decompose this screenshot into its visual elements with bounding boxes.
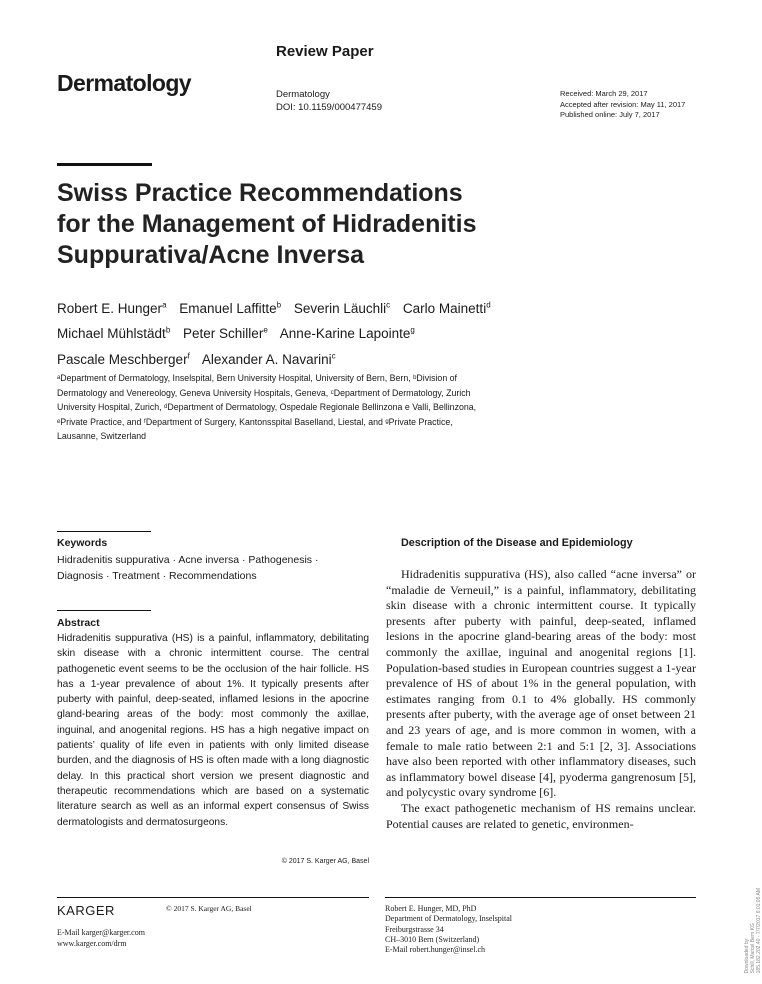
keywords-rule: [57, 531, 151, 532]
abstract-copyright: © 2017 S. Karger AG, Basel: [281, 858, 369, 865]
section-heading: Description of the Disease and Epidemiology: [401, 537, 633, 549]
correspondence-line: Freiburgstrasse 34: [385, 924, 444, 934]
author: Anne-Karine Lapointe$^g$: [279, 325, 415, 341]
abstract-rule: [57, 610, 151, 611]
author: Alexander A. Navarini$^c$: [201, 351, 336, 367]
affiliation-line: ᵃDepartment of Dermatology, Inselspital, Bern University Hospital, University of Bern, Bern, ᵇDivision of: [57, 373, 458, 383]
affiliation-line: University Hospital, Zurich, ᵈDepartment of Dermatology, Ospedale Regionale Bellinzona e Valli, Bellinzona,: [57, 402, 477, 413]
correspondence-line: Department of Dermatology, Inselspital: [385, 914, 512, 924]
article-title: [57, 178, 617, 271]
title-line: Suppurativa/Acne Inversa: [57, 241, 365, 269]
keywords-heading: Keywords: [57, 537, 108, 549]
download-watermark: [744, 888, 762, 973]
section-label: Review Paper: [276, 43, 374, 60]
author-list: [57, 294, 597, 371]
abstract-text: Hidradenitis suppurativa (HS) is a painful, inflammatory, debilitating skin disease with a chronic intermittent course. The central pathogenetic event seems to be the occlusion of the hair follicle. HS has a 1-year prevalence of about 1%. It typically presents after puberty with painful, deep-seated, inflamed lesions in the apocrine gland-bearing areas of the body: most commonly the axillae, inguinal, and anogenital regions. HS has a high negative impact on patients’ quality of life even in patients with only limited disease burden, and the diagnosis of HS is often made with a long diagnostic delay. In this practical short version we present diagnostic and therapeutic recommendations which are based on a systematic literature search as well as an informal expert consensus of Swiss dermatologists and dermatosurgeons.: [57, 633, 369, 828]
body-paragraph: Hidradenitis suppurativa (HS), also called “acne inversa” or “maladie de Verneuil,” is a painful, inflammatory, debilitating skin disease with a chronic intermittent course. It typically presents after puberty with painful, deep-seated, inflamed lesions in the apocrine gland-bearing areas of the body: most commonly the axillae, inguinal and anogenital regions [1]. Population-based studies in European countries suggest a 1-year prevalence of HS of about 1% in the general population, with estimates ranging from 0.1 to 4% globally. HS commonly presents after puberty, with the average age of onset between 21 and 23 years of age, and is more common in women, with a female to male ratio between 2:1 and 5:1 [2, 3]. Associations have also been reported with other inflammatory diseases, such as inflammatory bowel disease [4], pyoderma gangrenosum [5], and polycystic ovary syndrome [6].: [386, 567, 696, 800]
affiliation-line: Dermatology and Venereology, Geneva University Hospitals, Geneva, ᶜDepartment of Dermatology, Zurich: [57, 387, 471, 398]
publisher-email[interactable]: E-Mail karger@karger.com: [57, 928, 145, 937]
author: Emanuel Laffitte$^b$: [179, 300, 282, 316]
title-line: for the Management of Hidradenitis: [57, 210, 477, 238]
affiliation-line: Lausanne, Switzerland: [57, 431, 147, 442]
watermark-line: 185.182.202.40 - 7/7/2017 6:01:05 AM: [756, 888, 762, 974]
correspondence-line: Robert E. Hunger, MD, PhD: [385, 904, 477, 913]
body-text: [386, 567, 696, 832]
received-date: Received: March 29, 2017: [560, 89, 648, 98]
published-date: Published online: July 7, 2017: [560, 110, 660, 119]
keywords-line: Diagnosis · Treatment · Recommendations: [57, 569, 257, 582]
journal-name: Dermatology: [276, 89, 330, 100]
footer-rule: [57, 897, 369, 898]
author: Robert E. Hunger$^a$: [57, 300, 167, 316]
affiliation-line: ᵉPrivate Practice, and ᶠDepartment of Surgery, Kantonsspital Baselland, Liestal, and ᵍPrivate Practice,: [57, 416, 453, 427]
doi[interactable]: DOI: 10.1159/000477459: [276, 102, 382, 113]
affiliations: [57, 371, 557, 444]
publisher-logo: KARGER: [57, 903, 115, 918]
body-paragraph: The exact pathogenetic mechanism of HS remains unclear. Potential causes are related to genetic, environmen-: [386, 800, 696, 831]
author: Severin Läuchli$^c$: [293, 300, 391, 316]
correspondence: [385, 904, 512, 955]
author: Carlo Mainetti$^d$: [402, 300, 491, 316]
watermark-line: Schill, Marcel Bern KG: [750, 923, 756, 974]
abstract-heading: Abstract: [57, 617, 100, 629]
journal-info: [276, 88, 382, 114]
footer-copyright: © 2017 S. Karger AG, Basel: [166, 904, 252, 913]
accepted-date: Accepted after revision: May 11, 2017: [560, 99, 686, 109]
title-rule: [57, 163, 152, 166]
journal-logo: Dermatology: [57, 70, 191, 96]
correspondence-email[interactable]: E-Mail robert.hunger@insel.ch: [385, 945, 486, 955]
keywords-text: [57, 553, 357, 584]
keywords-line: Hidradenitis suppurativa · Acne inversa · Pathogenesis ·: [57, 554, 319, 566]
title-line: Swiss Practice Recommendations: [57, 179, 463, 207]
publisher-website[interactable]: www.karger.com/drm: [57, 938, 127, 948]
author: Peter Schiller$^e$: [183, 325, 268, 341]
correspondence-line: CH–3010 Bern (Switzerland): [385, 934, 480, 944]
publication-dates: [560, 89, 685, 121]
author: Pascale Meschberger$^f$: [57, 351, 190, 367]
footer-rule: [385, 897, 696, 898]
publisher-contact: [57, 928, 145, 949]
author: Michael Mühlstädt$^b$: [57, 325, 171, 341]
watermark-line: Downloaded by:: [744, 937, 750, 974]
